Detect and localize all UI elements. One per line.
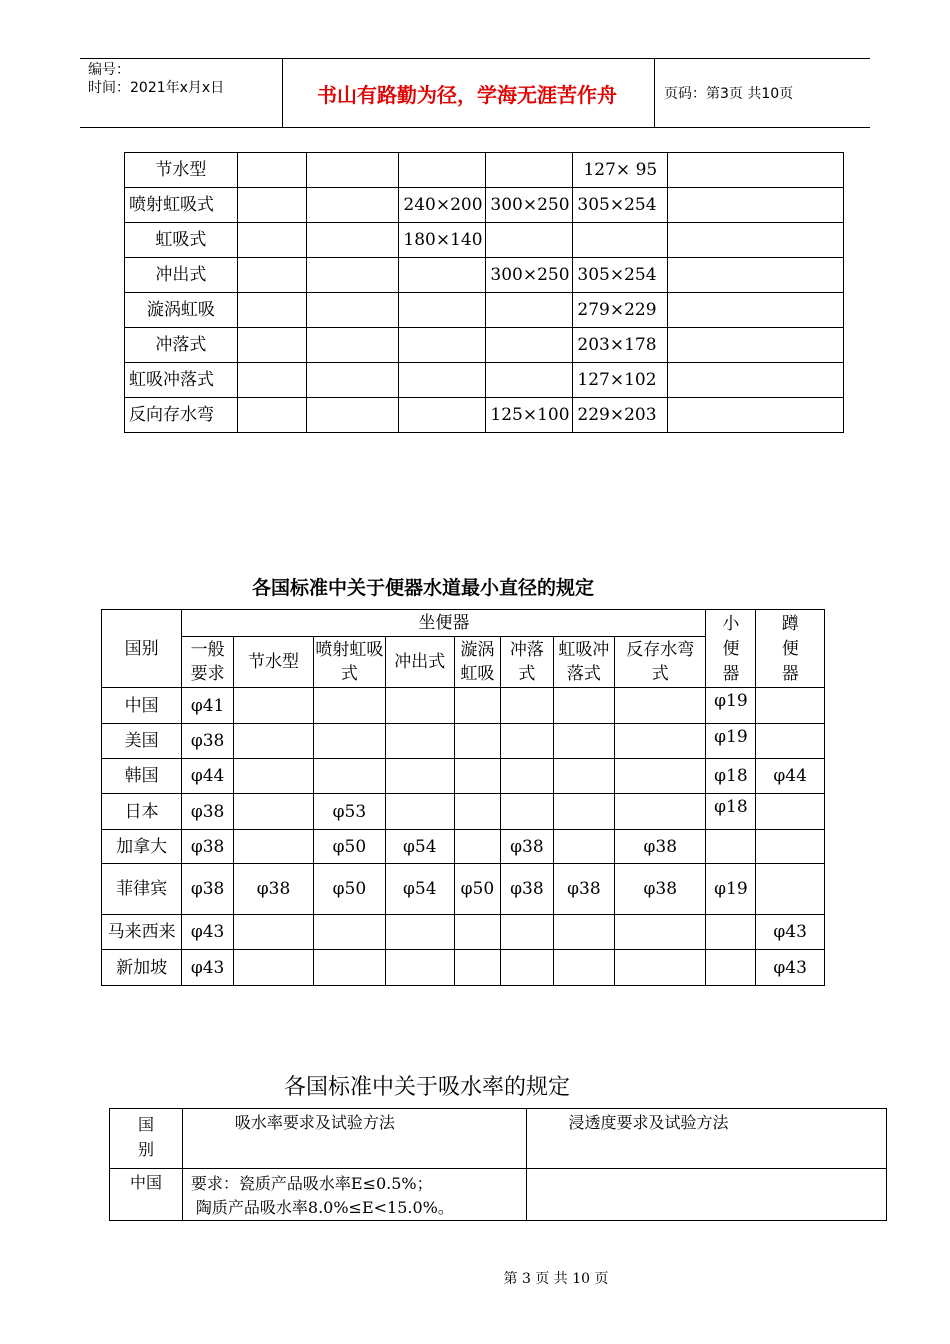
header-subtype: 冲出式 xyxy=(385,637,454,688)
empty-cell xyxy=(306,398,399,433)
absorption-cell xyxy=(182,1169,526,1221)
empty-cell xyxy=(306,223,399,258)
size-cell: 127× 95 xyxy=(573,153,668,188)
diameter-cell xyxy=(314,724,386,759)
urinal-cell: φ19 xyxy=(706,688,756,724)
table-row xyxy=(125,293,844,328)
diameter-cell: φ54 xyxy=(385,864,454,915)
diameter-cell xyxy=(454,830,500,864)
type-name-cell: 漩涡虹吸 xyxy=(125,293,238,328)
size-cell xyxy=(573,223,668,258)
diameter-cell xyxy=(314,950,386,986)
empty-cell xyxy=(237,293,306,328)
diameter-cell: φ43 xyxy=(182,915,234,950)
table-row xyxy=(102,688,825,724)
empty-cell xyxy=(306,258,399,293)
squat-cell xyxy=(756,724,825,759)
type-name-cell: 虹吸冲落式 xyxy=(125,363,238,398)
diameter-cell xyxy=(234,724,314,759)
time-label: 时间：2021年x月x日 xyxy=(88,80,225,96)
empty-cell xyxy=(237,363,306,398)
header-motto: 书山有路勤为径，学海无涯苦作舟 xyxy=(317,83,617,107)
header-subtype: 漩涡虹吸 xyxy=(454,637,500,688)
size-cell: 305×254 xyxy=(573,258,668,293)
table-row xyxy=(102,724,825,759)
diameter-cell xyxy=(553,830,614,864)
empty-cell xyxy=(306,188,399,223)
diameter-cell xyxy=(553,950,614,986)
squat-cell xyxy=(756,830,825,864)
urinal-cell: φ18 xyxy=(706,759,756,794)
size-cell: 300×250 xyxy=(486,188,573,223)
diameter-cell xyxy=(553,759,614,794)
diameter-cell: φ53 xyxy=(314,794,386,830)
table-row xyxy=(102,830,825,864)
diameter-cell xyxy=(501,688,554,724)
type-name-cell: 冲出式 xyxy=(125,258,238,293)
diameter-cell: φ44 xyxy=(182,759,234,794)
table-row xyxy=(125,258,844,293)
empty-cell xyxy=(237,223,306,258)
diameter-cell: φ38 xyxy=(553,864,614,915)
empty-cell xyxy=(237,328,306,363)
diameter-cell xyxy=(454,688,500,724)
header-seat: 坐便器 xyxy=(182,610,706,637)
empty-cell xyxy=(237,153,306,188)
size-cell: 300×250 xyxy=(486,258,573,293)
urinal-cell: φ18 xyxy=(706,794,756,830)
diameter-cell: φ38 xyxy=(182,864,234,915)
urinal-cell xyxy=(706,950,756,986)
diameter-cell xyxy=(454,950,500,986)
header-permeability: 浸透度要求及试验方法 xyxy=(526,1109,886,1169)
diameter-cell xyxy=(454,724,500,759)
type-name-cell: 喷射虹吸式 xyxy=(125,188,238,223)
diameter-cell xyxy=(234,759,314,794)
country-cell: 中国 xyxy=(102,688,182,724)
size-cell xyxy=(399,398,486,433)
empty-cell xyxy=(668,398,844,433)
diameter-cell xyxy=(501,915,554,950)
header-subtype: 喷射虹吸式 xyxy=(314,637,386,688)
size-cell: 279×229 xyxy=(573,293,668,328)
diameter-cell xyxy=(501,950,554,986)
table3-title: 各国标准中关于吸水率的规定 xyxy=(284,1075,571,1100)
header-absorption: 吸水率要求及试验方法 xyxy=(182,1109,526,1169)
absorption-table xyxy=(109,1108,887,1221)
table-row xyxy=(125,188,844,223)
empty-cell xyxy=(237,398,306,433)
empty-cell xyxy=(668,153,844,188)
diameter-table xyxy=(101,609,825,986)
size-table xyxy=(124,152,844,433)
table-row xyxy=(125,328,844,363)
diameter-cell xyxy=(385,915,454,950)
size-cell xyxy=(486,363,573,398)
header-divider xyxy=(654,59,655,127)
diameter-cell xyxy=(501,794,554,830)
empty-cell xyxy=(306,363,399,398)
squat-cell: φ43 xyxy=(756,915,825,950)
diameter-cell xyxy=(234,794,314,830)
diameter-cell xyxy=(615,950,706,986)
urinal-cell xyxy=(706,830,756,864)
diameter-cell xyxy=(385,759,454,794)
absorption-line: 陶质产品吸水率8.0%≤E<15.0%。 xyxy=(195,1198,454,1217)
diameter-cell xyxy=(501,724,554,759)
empty-cell xyxy=(668,223,844,258)
size-cell: 305×254 xyxy=(573,188,668,223)
size-cell: 229×203 xyxy=(573,398,668,433)
diameter-cell: φ38 xyxy=(182,830,234,864)
size-cell: 240×200 xyxy=(399,188,486,223)
squat-cell xyxy=(756,864,825,915)
table2-title: 各国标准中关于便器水道最小直径的规定 xyxy=(251,577,594,599)
diameter-cell xyxy=(615,759,706,794)
diameter-cell xyxy=(385,724,454,759)
size-cell xyxy=(399,258,486,293)
size-cell: 125×100 xyxy=(486,398,573,433)
diameter-cell xyxy=(553,724,614,759)
size-cell xyxy=(399,328,486,363)
size-cell: 180×140 xyxy=(399,223,486,258)
permeability-cell xyxy=(526,1169,886,1221)
size-cell xyxy=(486,293,573,328)
diameter-cell xyxy=(385,950,454,986)
country-cell: 马来西来 xyxy=(102,915,182,950)
country-cell: 韩国 xyxy=(102,759,182,794)
diameter-cell xyxy=(314,688,386,724)
size-cell: 203×178 xyxy=(573,328,668,363)
table-row xyxy=(125,363,844,398)
diameter-cell: φ43 xyxy=(182,950,234,986)
header-country: 国别 xyxy=(110,1109,183,1169)
header-subtype: 节水型 xyxy=(234,637,314,688)
diameter-cell xyxy=(454,794,500,830)
diameter-cell: φ50 xyxy=(314,864,386,915)
diameter-cell: φ38 xyxy=(182,794,234,830)
diameter-cell: φ54 xyxy=(385,830,454,864)
page-info: 页码：第3页 共10页 xyxy=(664,86,794,102)
empty-cell xyxy=(668,188,844,223)
diameter-cell xyxy=(234,950,314,986)
empty-cell xyxy=(668,363,844,398)
diameter-cell xyxy=(454,759,500,794)
diameter-cell xyxy=(385,688,454,724)
header-subtype: 冲落式 xyxy=(501,637,554,688)
diameter-cell xyxy=(314,915,386,950)
country-cell: 加拿大 xyxy=(102,830,182,864)
diameter-cell: φ50 xyxy=(314,830,386,864)
diameter-cell xyxy=(501,759,554,794)
header-subtype: 一般要求 xyxy=(182,637,234,688)
header-subtype: 虹吸冲落式 xyxy=(553,637,614,688)
size-cell xyxy=(399,153,486,188)
size-cell xyxy=(486,153,573,188)
urinal-cell xyxy=(706,915,756,950)
diameter-cell xyxy=(615,724,706,759)
size-cell xyxy=(399,293,486,328)
squat-cell xyxy=(756,688,825,724)
diameter-cell: φ38 xyxy=(501,864,554,915)
empty-cell xyxy=(237,188,306,223)
country-cell: 美国 xyxy=(102,724,182,759)
row-country: 中国 xyxy=(110,1169,183,1221)
table-row xyxy=(102,794,825,830)
squat-cell: φ44 xyxy=(756,759,825,794)
diameter-cell: φ41 xyxy=(182,688,234,724)
diameter-cell xyxy=(314,759,386,794)
diameter-cell xyxy=(615,794,706,830)
empty-cell xyxy=(306,293,399,328)
diameter-cell xyxy=(234,915,314,950)
table-row xyxy=(102,864,825,915)
urinal-cell: φ19 xyxy=(706,724,756,759)
empty-cell xyxy=(306,328,399,363)
diameter-cell: φ38 xyxy=(501,830,554,864)
squat-cell xyxy=(756,794,825,830)
size-cell xyxy=(486,223,573,258)
squat-cell: φ43 xyxy=(756,950,825,986)
table-row xyxy=(102,950,825,986)
empty-cell xyxy=(668,258,844,293)
diameter-cell: φ38 xyxy=(615,864,706,915)
diameter-cell xyxy=(553,915,614,950)
diameter-cell: φ38 xyxy=(234,864,314,915)
type-name-cell: 节水型 xyxy=(125,153,238,188)
diameter-cell xyxy=(553,794,614,830)
table-row xyxy=(125,223,844,258)
country-cell: 新加坡 xyxy=(102,950,182,986)
number-label: 编号： xyxy=(88,62,130,78)
diameter-cell: φ50 xyxy=(454,864,500,915)
table-row xyxy=(102,915,825,950)
type-name-cell: 虹吸式 xyxy=(125,223,238,258)
country-cell: 菲律宾 xyxy=(102,864,182,915)
empty-cell xyxy=(668,293,844,328)
table-row xyxy=(125,153,844,188)
table-row xyxy=(102,759,825,794)
header-subtype: 反存水弯式 xyxy=(615,637,706,688)
table-row xyxy=(125,398,844,433)
empty-cell xyxy=(306,153,399,188)
diameter-cell xyxy=(454,915,500,950)
size-cell xyxy=(399,363,486,398)
header-country: 国别 xyxy=(102,610,182,688)
diameter-cell xyxy=(615,688,706,724)
diameter-cell xyxy=(553,688,614,724)
absorption-line: 要求：瓷质产品吸水率E≤0.5%； xyxy=(190,1174,433,1193)
type-name-cell: 反向存水弯 xyxy=(125,398,238,433)
header-meta xyxy=(88,61,224,97)
size-cell: 127×102 xyxy=(573,363,668,398)
header-urinal: 小便器 xyxy=(706,610,756,688)
type-name-cell: 冲落式 xyxy=(125,328,238,363)
page-footer: 第 3 页 共 10 页 xyxy=(503,1271,609,1287)
page-header xyxy=(80,58,870,128)
diameter-cell xyxy=(385,794,454,830)
header-squat: 蹲便器 xyxy=(756,610,825,688)
size-cell xyxy=(486,328,573,363)
diameter-cell xyxy=(234,688,314,724)
urinal-cell: φ19 xyxy=(706,864,756,915)
diameter-cell xyxy=(234,830,314,864)
diameter-cell: φ38 xyxy=(615,830,706,864)
empty-cell xyxy=(237,258,306,293)
diameter-cell xyxy=(615,915,706,950)
diameter-cell: φ38 xyxy=(182,724,234,759)
country-cell: 日本 xyxy=(102,794,182,830)
empty-cell xyxy=(668,328,844,363)
